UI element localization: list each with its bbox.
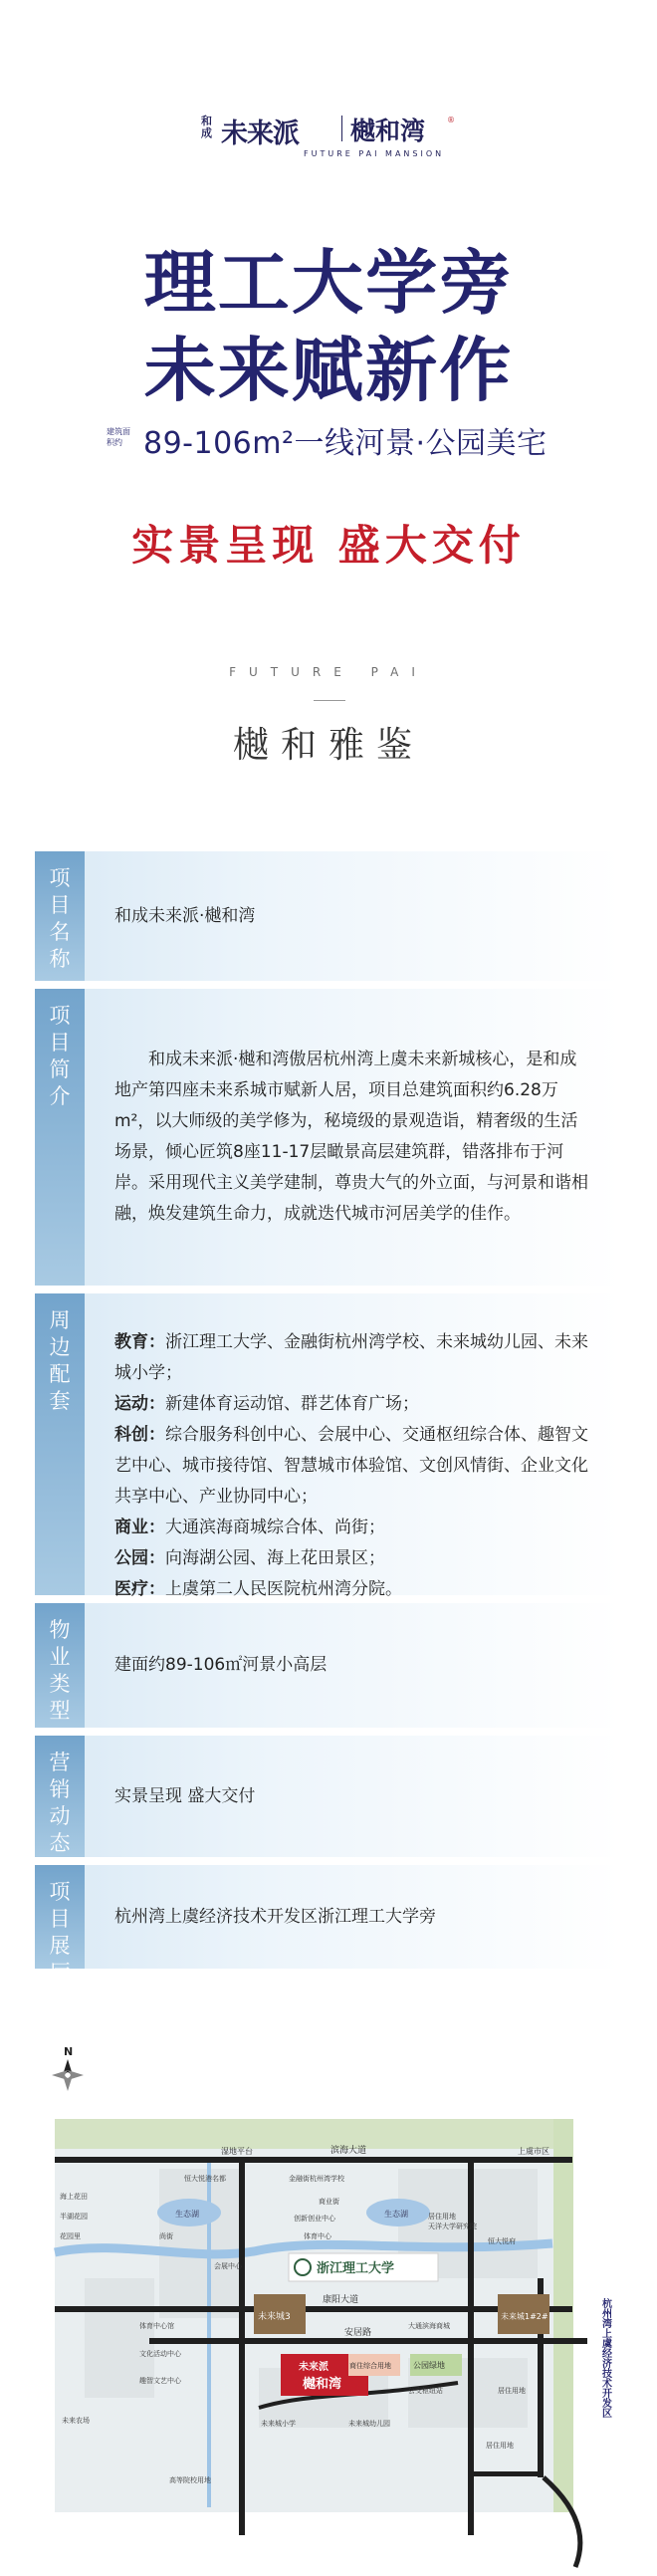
surrounding-item: 教育：浙江理工大学、金融街杭州湾学校、未来城幼儿园、未来城小学；	[114, 1332, 588, 1383]
surrounding-item: 科创：综合服务科创中心、会展中心、交通枢纽综合体、趣智文艺中心、城市接待馆、智慧城市体验馆、文创风情街、企业文化共享中心、产业协同中心；	[114, 1425, 588, 1507]
svg-text:花园里: 花园里	[60, 2232, 81, 2240]
svg-text:文化活动中心: 文化活动中心	[139, 2350, 181, 2358]
svg-text:商住综合用地: 商住综合用地	[349, 2362, 391, 2370]
svg-text:未来农场: 未来农场	[62, 2417, 90, 2425]
road-label: 康阳大道	[323, 2295, 359, 2305]
dev-zone-label: 杭州湾上虞经济技术开发区	[599, 2298, 611, 2418]
headline-line-2: 未来赋新作	[143, 330, 514, 411]
green-belt-top	[55, 2119, 572, 2149]
svg-text:生态湖: 生态湖	[175, 2210, 199, 2219]
park-north: 湿地平台	[221, 2147, 253, 2156]
section-title: 樾和雅鉴	[232, 725, 424, 766]
svg-text:樾和湾: 樾和湾	[303, 2377, 342, 2392]
slogan: 实景呈现 盛大交付	[131, 521, 526, 570]
svg-text:未来派: 未来派	[299, 2362, 328, 2373]
section-english-title: FUTURE PAI	[229, 665, 428, 679]
road-vertical-east	[468, 2157, 474, 2535]
row-value: 杭州湾上虞经济技术开发区浙江理工大学旁	[114, 1906, 436, 1927]
row-value: 建面约89-106㎡河景小高层	[114, 1655, 328, 1675]
row-value: 和成未来派·樾和湾傲居杭州湾上虞未来新城核心，是和成地产第四座未来系城市赋新人居，项目总建筑面积约6.28万m²，以大师级的美学修为，秘境级的景观造诣，精奢级的生活场景，倾心匠筑8座11-17层瞰景高层建筑群，错落排布于河岸。采用现代主义美学建制，尊贵大气的外立面，与河景和谐相融，焕发建筑生命力，成就迭代城市河居美学的佳作。	[114, 1050, 588, 1224]
svg-text:海上花田: 海上花田	[60, 2193, 88, 2201]
svg-text:恒大悦港名都: 恒大悦港名都	[184, 2175, 226, 2183]
row-label: 营 销 动 态	[35, 1736, 85, 1857]
svg-text:高等院校用地: 高等院校用地	[169, 2476, 211, 2484]
svg-text:居住用地: 居住用地	[498, 2387, 526, 2395]
road-anju	[149, 2338, 587, 2344]
info-row-showroom	[35, 1865, 620, 1985]
info-row-project-intro	[35, 989, 620, 1286]
info-table	[35, 851, 620, 1985]
svg-text:商业街: 商业街	[319, 2198, 339, 2206]
svg-text:创新创业中心: 创新创业中心	[294, 2215, 335, 2223]
svg-text:恒大悦府: 恒大悦府	[488, 2237, 516, 2245]
map-svg	[0, 2039, 657, 2576]
svg-text:生态湖: 生态湖	[384, 2210, 408, 2219]
surrounding-item: 运动：新建体育运动馆、群艺体育广场；	[114, 1394, 419, 1414]
row-value	[85, 1293, 620, 1599]
compass-label: N	[64, 2045, 74, 2058]
row-label: 项 目 展 厅	[35, 1865, 85, 1969]
svg-text:半湖花园: 半湖花园	[60, 2213, 88, 2221]
row-value: 和成未来派·樾和湾	[114, 905, 256, 926]
compass-icon	[52, 2045, 84, 2091]
svg-text:公园绿地: 公园绿地	[413, 2361, 445, 2370]
svg-text:公交枢纽站: 公交枢纽站	[408, 2387, 443, 2395]
spec-text: 89-106m²一线河景·公园美宅	[143, 426, 548, 461]
surrounding-item: 公园：向海湖公园、海上花田景区；	[114, 1548, 385, 1568]
surrounding-item: 医疗：上虞第二人民医院杭州湾分院。	[114, 1579, 402, 1599]
info-row-project-name	[35, 851, 620, 981]
row-value: 实景呈现 盛大交付	[114, 1785, 256, 1806]
logo-divider	[341, 116, 342, 141]
row-label: 项 目 名 称	[35, 851, 85, 981]
shangyu-center: 上虞市区	[518, 2147, 549, 2156]
location-map	[0, 2039, 657, 2576]
road-binhai	[55, 2157, 572, 2163]
row-label: 物 业 类 型	[35, 1603, 85, 1728]
svg-text:大通滨海商城: 大通滨海商城	[408, 2322, 450, 2330]
row-label: 周 边 配 套	[35, 1293, 85, 1595]
svg-text:尚街: 尚街	[159, 2232, 173, 2240]
svg-text:体育中心馆: 体育中心馆	[139, 2322, 174, 2330]
spec-tag: 建筑面积约	[107, 427, 130, 447]
svg-text:未来城3: 未来城3	[258, 2312, 291, 2322]
road-kangyang	[55, 2306, 572, 2312]
info-row-property-type	[35, 1603, 620, 1728]
green-belt-right	[553, 2119, 573, 2512]
svg-text:会展中心: 会展中心	[214, 2262, 242, 2270]
svg-text:趣智文艺中心: 趣智文艺中心	[139, 2377, 181, 2385]
road-label: 滨海大道	[330, 2146, 367, 2156]
svg-text:居住用地: 居住用地	[486, 2442, 514, 2450]
spec-line	[0, 416, 657, 461]
svg-text:天洋大学研究院: 天洋大学研究院	[428, 2223, 477, 2230]
info-row-marketing	[35, 1736, 620, 1857]
svg-text:居住用地: 居住用地	[428, 2213, 456, 2221]
logo-english-text: FUTURE PAI MANSION	[304, 149, 445, 158]
road-vertical-west	[239, 2157, 245, 2535]
svg-text:体育中心: 体育中心	[304, 2232, 331, 2240]
university-label: 浙江理工大学	[317, 2261, 395, 2276]
headline-line-1: 理工大学旁	[143, 242, 514, 324]
road-label: 安居路	[344, 2328, 372, 2338]
brand-logo	[0, 104, 657, 163]
svg-text:未来城幼儿园: 未来城幼儿园	[348, 2420, 390, 2428]
row-label: 项 目 简 介	[35, 989, 85, 1286]
logo-vertical-text: 和成	[201, 115, 212, 139]
surrounding-item: 商业：大通滨海商城综合体、尚街；	[114, 1518, 385, 1537]
info-row-surroundings	[35, 1293, 620, 1599]
logo-sub-text: 樾和湾	[350, 117, 426, 145]
svg-text:金融街杭州湾学校: 金融街杭州湾学校	[289, 2175, 344, 2183]
section-divider	[314, 700, 345, 701]
logo-registered-mark: ®	[447, 116, 455, 124]
svg-text:未来城1#2#: 未来城1#2#	[501, 2312, 548, 2321]
svg-text:未来城小学: 未来城小学	[261, 2420, 296, 2428]
logo-main-text: 未来派	[221, 118, 299, 149]
